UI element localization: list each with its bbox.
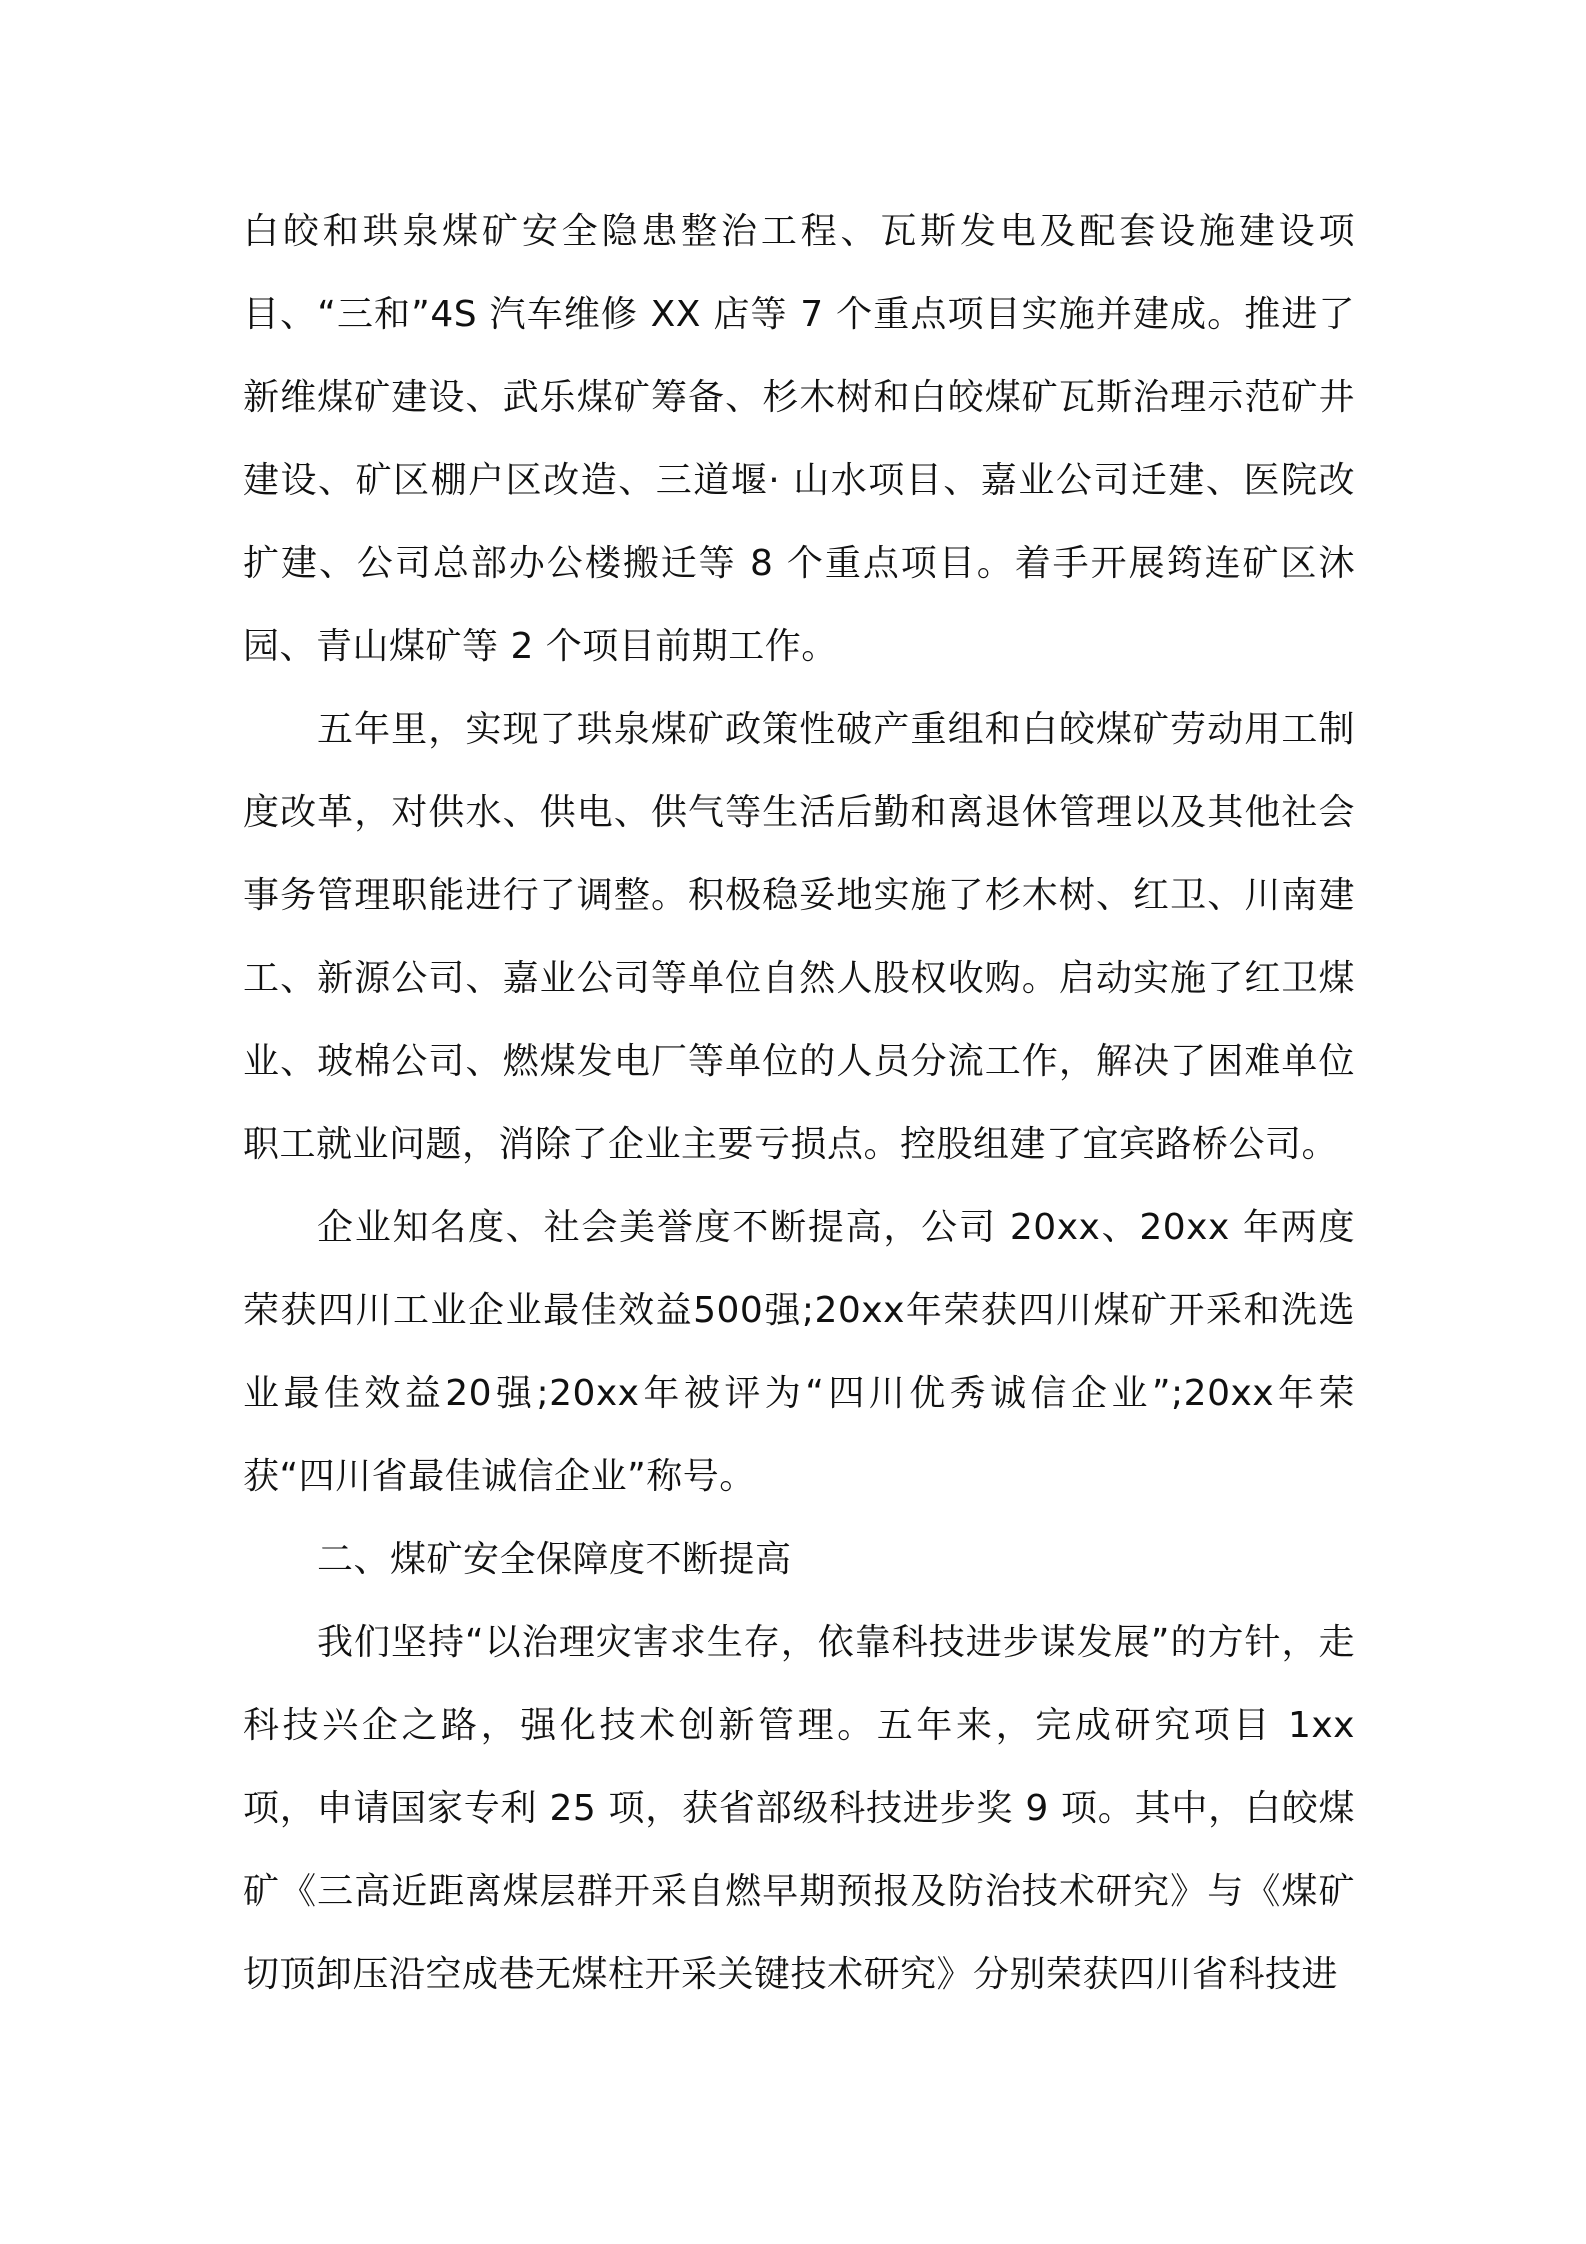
paragraph-reform: 五年里，实现了珙泉煤矿政策性破产重组和白皎煤矿劳动用工制度改革，对供水、供电、供气等生活后勤和离退休管理以及其他社会事务管理职能进行了调整。积极稳妥地实施了杉木树、红卫、川南建工、新源公司、嘉业公司等单位自然人股权收购。启动实施了红卫煤业、玻棉公司、燃煤发电厂等单位的人员分流工作，解决了困难单位职工就业问题，消除了企业主要亏损点。控股组建了宜宾路桥公司。 xyxy=(243,709,1355,1165)
paragraph-technology: 我们坚持“以治理灾害求生存，依靠科技进步谋发展”的方针，走科技兴企之路，强化技术创新管理。五年来，完成研究项目 1xx 项，申请国家专利 25 项，获省部级科技进步奖 9 项。其中，白皎煤矿《三高近距离煤层群开采自燃早期预报及防治技术研究》与《煤矿切顶卸压沿空成巷无煤柱开采关键技术研究》分别荣获四川省科技进 xyxy=(243,1622,1355,1995)
document-body xyxy=(243,190,1355,2016)
paragraph-reputation: 企业知名度、社会美誉度不断提高，公司 20xx、20xx 年两度荣获四川工业企业最佳效益500强;20xx年荣获四川煤矿开采和洗选业最佳效益20强;20xx年被评为“四川优秀诚信企业”;20xx年荣获“四川省最佳诚信企业”称号。 xyxy=(243,1207,1355,1497)
section-heading-safety: 二、煤矿安全保障度不断提高 xyxy=(317,1539,792,1580)
paragraph-projects: 白皎和珙泉煤矿安全隐患整治工程、瓦斯发电及配套设施建设项目、“三和”4S 汽车维修 XX 店等 7 个重点项目实施并建成。推进了新维煤矿建设、武乐煤矿筹备、杉木树和白皎煤矿瓦斯治理示范矿井建设、矿区棚户区改造、三道堰· 山水项目、嘉业公司迁建、医院改扩建、公司总部办公楼搬迁等 8 个重点项目。着手开展筠连矿区沐园、青山煤矿等 2 个项目前期工作。 xyxy=(243,211,1355,667)
